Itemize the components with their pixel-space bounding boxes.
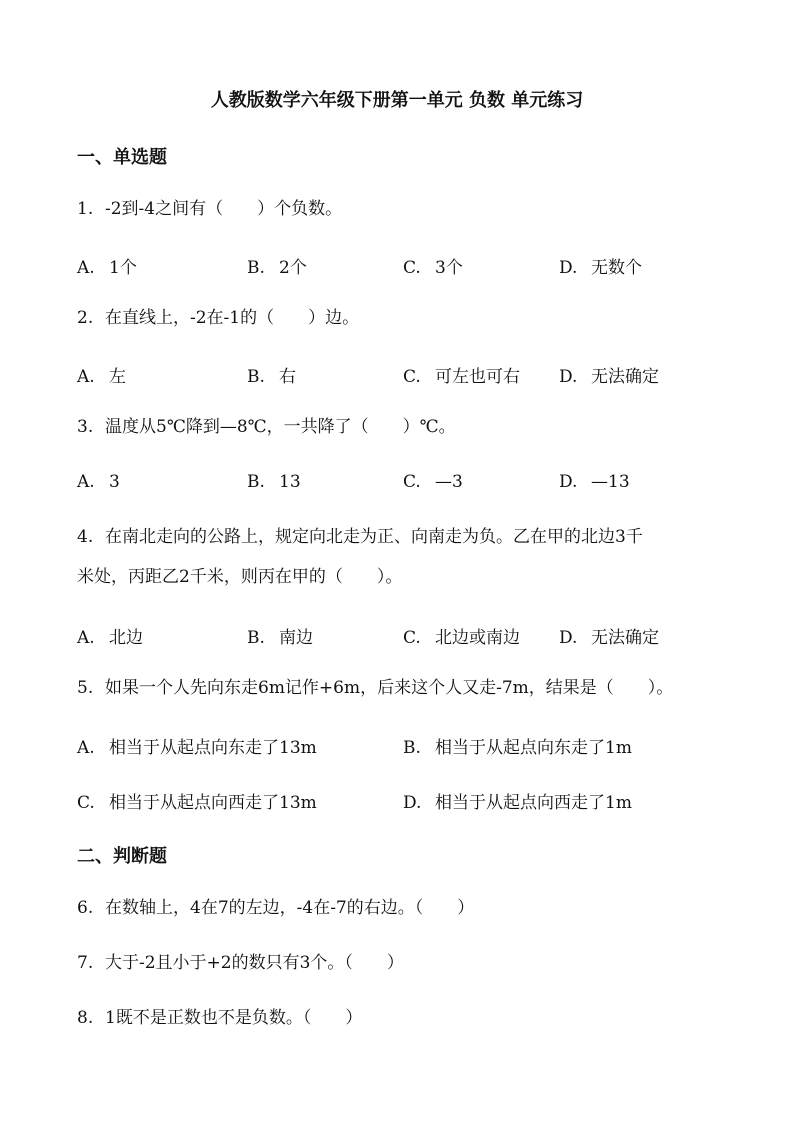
question-number: 8. xyxy=(77,1008,94,1028)
option-text: 南边 xyxy=(279,628,313,648)
option-letter: A. xyxy=(77,258,95,278)
option-letter: C. xyxy=(403,472,421,492)
q1-option-b xyxy=(247,253,307,278)
option-text: 3 xyxy=(109,472,120,492)
question-number: 6. xyxy=(77,898,94,918)
page-title: 人教版数学六年级下册第一单元 负数 单元练习 xyxy=(210,90,584,111)
option-text: 左 xyxy=(109,367,126,387)
question-text: 大于-2且小于+2的数只有3个。（ ） xyxy=(105,953,404,973)
option-text: 3个 xyxy=(435,258,463,278)
option-text: 无数个 xyxy=(591,258,642,278)
question-text-line-2: 米处，丙距乙2千米，则丙在甲的（ ）。 xyxy=(77,567,403,587)
option-text: 2个 xyxy=(279,258,307,278)
question-2 xyxy=(77,304,359,332)
q5-option-b xyxy=(403,733,632,758)
option-letter: D. xyxy=(403,793,422,813)
option-text: 13 xyxy=(279,472,301,492)
option-letter: D. xyxy=(559,628,578,648)
option-text: 可左也可右 xyxy=(435,367,520,387)
option-letter: C. xyxy=(403,628,421,648)
question-text: 在数轴上，4在7的左边，-4在-7的右边。（ ） xyxy=(105,898,475,918)
q3-option-c xyxy=(403,472,463,492)
question-8 xyxy=(77,1004,362,1032)
option-text: 相当于从起点向西走了13m xyxy=(109,793,317,813)
option-text: 无法确定 xyxy=(591,628,659,648)
option-letter: C. xyxy=(77,793,95,813)
q4-option-b xyxy=(247,623,313,648)
option-text: —13 xyxy=(591,472,630,492)
option-letter: A. xyxy=(77,628,95,648)
option-text: 北边 xyxy=(109,628,143,648)
option-letter: C. xyxy=(403,258,421,278)
question-text: 如果一个人先向东走6m记作+6m，后来这个人又走-7m，结果是（ ）。 xyxy=(105,678,674,698)
question-text: 温度从5℃降到—8℃，一共降了（ ）℃。 xyxy=(105,417,456,437)
option-text: 1个 xyxy=(109,258,137,278)
question-5 xyxy=(77,674,673,702)
option-letter: A. xyxy=(77,738,95,758)
question-4-continued xyxy=(77,563,402,591)
q5-option-a xyxy=(77,733,317,758)
section-heading-true-false: 二、判断题 xyxy=(77,846,167,867)
option-text: 相当于从起点向东走了13m xyxy=(109,738,317,758)
q2-option-a xyxy=(77,362,126,387)
question-number: 5. xyxy=(77,678,94,698)
q5-option-d xyxy=(403,788,632,813)
question-3 xyxy=(77,413,456,441)
question-7 xyxy=(77,949,404,977)
question-number: 7. xyxy=(77,953,94,973)
question-number: 3. xyxy=(77,417,94,437)
q4-option-c xyxy=(403,623,520,648)
option-text: 无法确定 xyxy=(591,367,659,387)
option-text: 北边或南边 xyxy=(435,628,520,648)
q1-option-a xyxy=(77,253,137,278)
option-text: 相当于从起点向西走了1m xyxy=(435,793,632,813)
question-4 xyxy=(77,523,643,551)
question-number: 2. xyxy=(77,308,94,328)
option-letter: C. xyxy=(403,367,421,387)
question-number: 1. xyxy=(77,199,94,219)
question-text: -2到-4之间有（ ）个负数。 xyxy=(105,199,343,219)
option-letter: D. xyxy=(559,367,578,387)
option-letter: D. xyxy=(559,258,578,278)
question-6 xyxy=(77,894,474,922)
option-text: 相当于从起点向东走了1m xyxy=(435,738,632,758)
q4-option-d xyxy=(559,623,659,648)
option-text: —3 xyxy=(435,472,463,492)
question-number: 4. xyxy=(77,527,94,547)
question-1 xyxy=(77,195,342,223)
q2-option-c xyxy=(403,362,520,387)
option-letter: D. xyxy=(559,472,578,492)
section-heading-single-choice: 一、单选题 xyxy=(77,147,167,168)
q2-option-d xyxy=(559,362,659,387)
option-letter: B. xyxy=(247,367,265,387)
option-letter: B. xyxy=(247,628,265,648)
option-text: 右 xyxy=(279,367,296,387)
q1-option-d xyxy=(559,253,642,278)
q4-option-a xyxy=(77,623,143,648)
option-letter: A. xyxy=(77,472,95,492)
option-letter: A. xyxy=(77,367,95,387)
option-letter: B. xyxy=(403,738,421,758)
q3-option-d xyxy=(559,472,630,492)
q3-option-a xyxy=(77,472,120,492)
option-letter: B. xyxy=(247,472,265,492)
q2-option-b xyxy=(247,362,296,387)
q5-option-c xyxy=(77,788,317,813)
q1-option-c xyxy=(403,253,463,278)
question-text-line-1: 在南北走向的公路上，规定向北走为正、向南走为负。乙在甲的北边3千 xyxy=(105,527,643,547)
question-text: 在直线上，-2在-1的（ ）边。 xyxy=(105,308,360,328)
q3-option-b xyxy=(247,472,301,492)
question-text: 1既不是正数也不是负数。（ ） xyxy=(105,1008,363,1028)
option-letter: B. xyxy=(247,258,265,278)
